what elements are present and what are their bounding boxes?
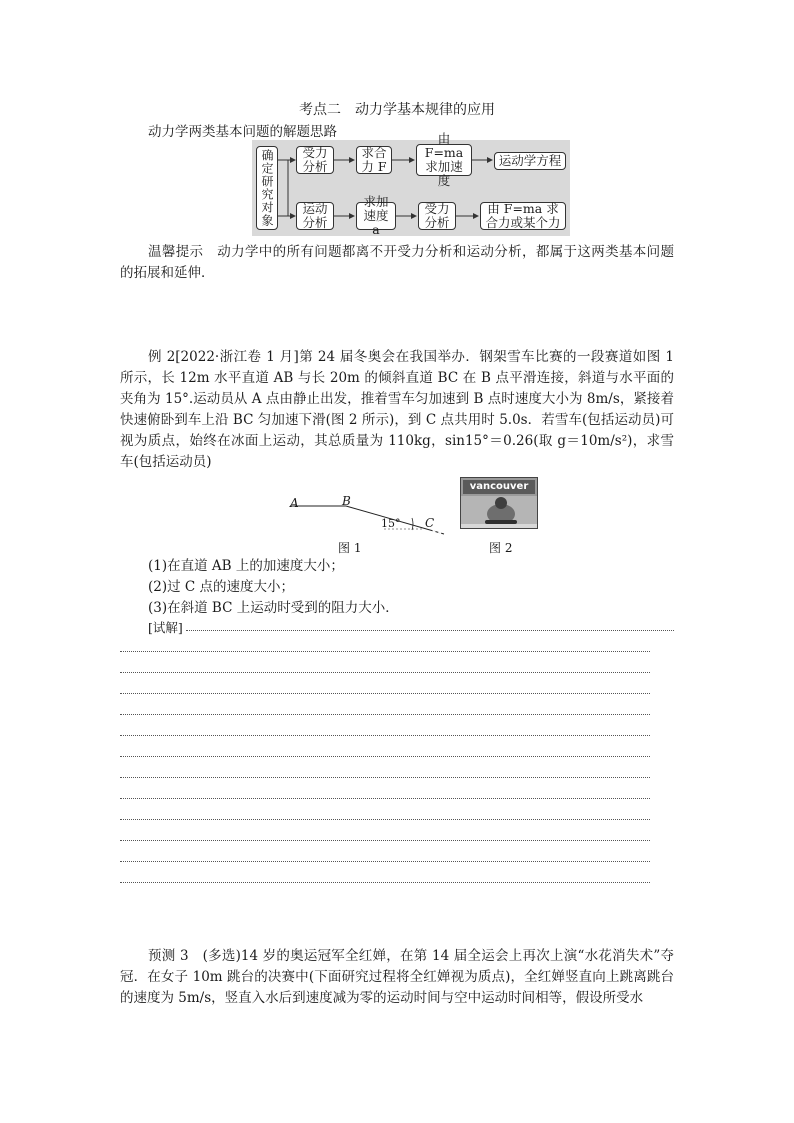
flow-diagram <box>252 131 570 237</box>
answer-line[interactable] <box>120 714 650 715</box>
answer-line[interactable] <box>120 798 650 799</box>
answer-line[interactable] <box>120 651 650 652</box>
row1-kinematics-box: 运动学方程 <box>494 152 566 170</box>
subheading: 动力学两类基本问题的解题思路 <box>148 124 337 140</box>
answer-line[interactable] <box>120 672 650 673</box>
row2-motion-analysis-box: 运动分析 <box>296 202 334 230</box>
point-a-label: A <box>290 496 299 510</box>
figure2-caption: 图 2 <box>489 541 513 555</box>
answer-line[interactable] <box>120 840 650 841</box>
row2-force-analysis-box: 受力分析 <box>418 202 456 230</box>
row2-force-result-box: 由 F=ma 求合力或某个力 <box>480 202 566 230</box>
question-3: (3)在斜道 BC 上运动时受到的阻力大小． <box>148 600 399 616</box>
answer-line[interactable] <box>120 861 650 862</box>
answer-line[interactable] <box>120 693 650 694</box>
row2-acceleration-box: 求加速度 a <box>356 202 396 230</box>
row1-acceleration-box: 由 F=ma 求加速度 <box>416 144 472 176</box>
answer-label: [试解] <box>148 620 183 635</box>
track-figure <box>284 490 454 540</box>
answer-line[interactable] <box>120 819 650 820</box>
sled-rider-image <box>461 478 538 529</box>
row1-net-force-box: 求合力 F <box>356 146 392 174</box>
question-2: (2)过 C 点的速度大小； <box>148 579 295 595</box>
vancouver-sign: vancouver <box>463 480 535 494</box>
angle-label: 15° <box>381 517 401 530</box>
tip-paragraph: 温馨提示 动力学中的所有问题都离不开受力分析和运动分析，都属于这两类基本问题的拓展和延伸． <box>120 244 674 281</box>
example-paragraph: 例 2[2022·浙江卷 1 月]第 24 届冬奥会在我国举办．钢架雪车比赛的一段赛道如图 1 所示，长 12m 水平直道 AB 与长 20m 的倾斜直道 BC 在 B 点平滑连接，斜道与水平面的夹角为 15°.运动员从 A 点由静止出发，推着雪车匀加速到 B 点时速度大小为 8m/s，紧接着快速俯卧到车上沿 BC 匀加速下滑(图 2 所示)，到 C 点共用时 5.0s．若雪车(包括运动员)可视为质点，始终在冰面上运动，其总质量为 110kg，sin15°＝0.26(取 g＝10m/s²)，求雪车(包括运动员) <box>120 349 674 470</box>
section-heading: 考点二 动力学基本规律的应用 <box>299 102 495 118</box>
answer-line[interactable] <box>120 777 650 778</box>
answer-line[interactable] <box>120 735 650 736</box>
row1-force-analysis-box: 受力分析 <box>296 146 334 174</box>
skeleton-photo <box>460 477 538 529</box>
prediction-paragraph: 预测 3 (多选)14 岁的奥运冠军全红婵，在第 14 届全运会上再次上演“水花消失术”夺冠．在女子 10m 跳台的决赛中(下面研究过程将全红婵视为质点)，全红婵竖直向上跳离跳台的速度为 5m/s，竖直入水后到速度减为零的运动时间与空中运动时间相等，假设所受水 <box>120 948 674 1006</box>
study-object-box: 确定研究对象 <box>256 146 278 230</box>
answer-line[interactable] <box>120 882 650 883</box>
answer-line[interactable] <box>186 630 674 631</box>
answer-line[interactable] <box>120 756 650 757</box>
point-c-label: C <box>425 516 435 530</box>
figure1-caption: 图 1 <box>338 541 362 555</box>
point-b-label: B <box>342 494 351 508</box>
question-1: (1)在直道 AB 上的加速度大小； <box>148 558 344 574</box>
